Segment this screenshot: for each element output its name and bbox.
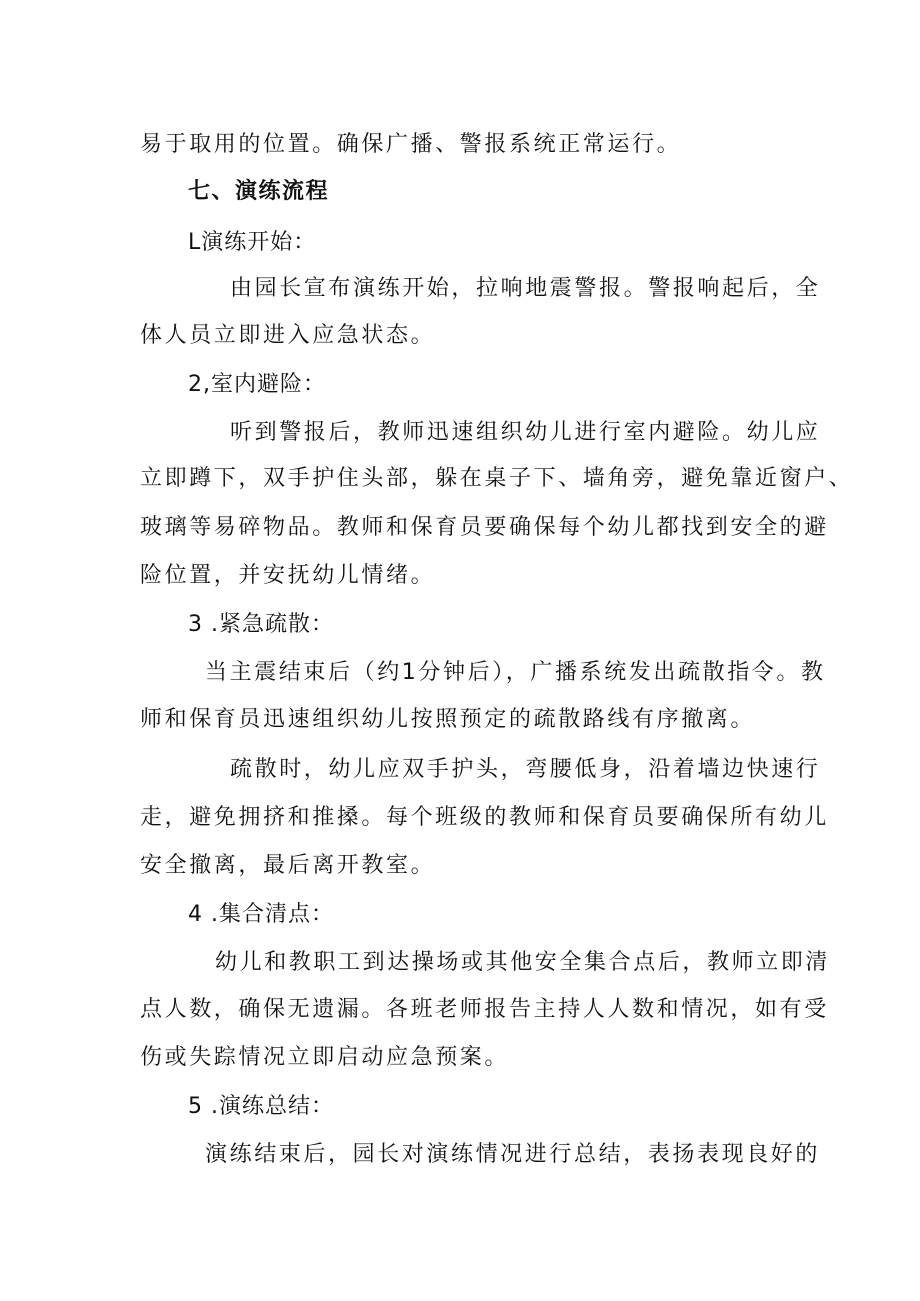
- step-2-label: 2,室内避险：: [188, 372, 326, 397]
- step-4-text-line-1: 幼儿和教职工到达操场或其他安全集合点后，教师立即清: [215, 950, 831, 975]
- step-2-text-line-2: 立即蹲下，双手护住头部，躲在桌子下、墙角旁，避免靠近窗户、: [140, 466, 854, 491]
- step-5-text-line-1: 演练结束后，园长对演练情况进行总结，表扬表现良好的: [205, 1142, 821, 1167]
- step-3-p2-line-2: 走，避免拥挤和推搡。每个班级的教师和保育员要确保所有幼儿: [140, 805, 829, 830]
- step-4-text-line-2: 点人数，确保无遗漏。各班老师报告主持人人数和情况，如有受: [140, 997, 829, 1022]
- section-heading: 七、演练流程: [188, 179, 330, 204]
- step-2-text-line-3: 玻璃等易碎物品。教师和保育员要确保每个幼儿都找到安全的避: [140, 515, 829, 540]
- step-3-p2-line-3: 安全撤离，最后离开教室。: [140, 853, 436, 878]
- step-1-label: L演练开始：: [188, 230, 317, 255]
- step-1-text-line-2: 体人员立即进入应急状态。: [140, 323, 436, 348]
- step-5-label: 5 .演练总结：: [188, 1094, 334, 1119]
- continuation-text: 易于取用的位置。确保广播、警报系统正常运行。: [140, 132, 682, 157]
- step-2-text-line-1: 听到警报后，教师迅速组织幼儿进行室内避险。幼儿应: [230, 420, 821, 445]
- step-2-text-line-4: 险位置，并安抚幼儿情绪。: [140, 563, 436, 588]
- step-4-text-line-3: 伤或失踪情况立即启动应急预案。: [140, 1045, 510, 1070]
- step-4-label: 4 .集合清点：: [188, 902, 334, 927]
- step-3-p2-line-1: 疏散时，幼儿应双手护头，弯腰低身，沿着墙边快速行: [230, 757, 821, 782]
- step-3-label: 3 .紧急疏散：: [188, 612, 334, 637]
- step-3-p1-line-2: 师和保育员迅速组织幼儿按照预定的疏散路线有序撤离。: [140, 707, 756, 732]
- step-3-p1-line-1: 当主震结束后（约1分钟后），广播系统发出疏散指令。教: [205, 660, 826, 685]
- step-1-text-line-1: 由园长宣布演练开始，拉响地震警报。警报响起后，全: [230, 276, 821, 301]
